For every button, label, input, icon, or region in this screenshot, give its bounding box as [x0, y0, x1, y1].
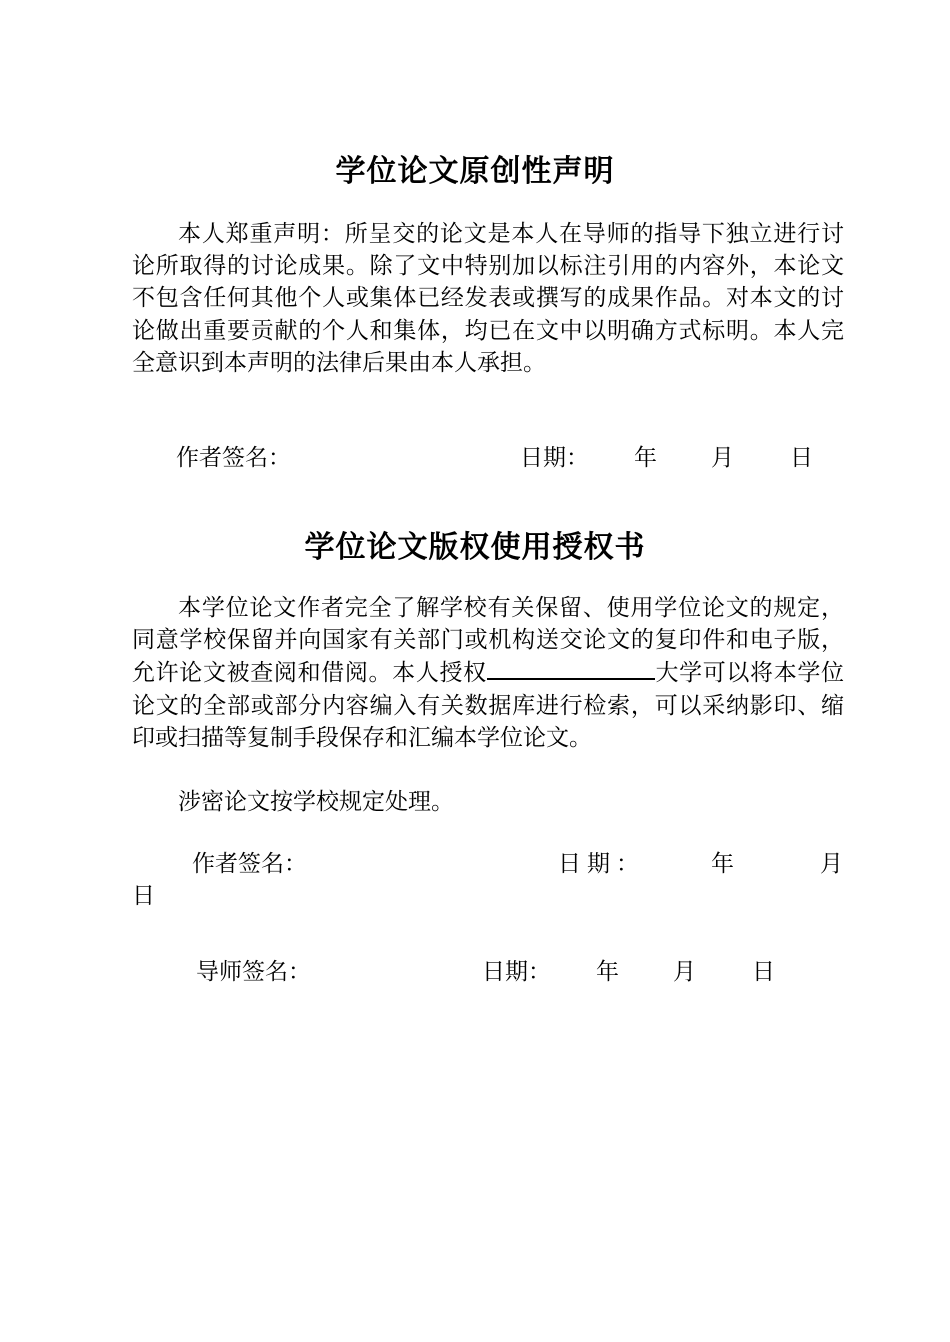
authorization-author-signature-label: 作者签名：	[192, 851, 307, 877]
authorization-title: 学位论文版权使用授权书	[304, 530, 646, 565]
originality-author-signature-label: 作者签名：	[176, 445, 291, 471]
originality-title: 学位论文原创性声明	[335, 154, 615, 189]
advisor-year-label: 年	[596, 959, 619, 985]
originality-day-label: 日	[790, 445, 813, 471]
originality-year-label: 年	[634, 445, 657, 471]
authorization-text-before-blank: 本学位论文作者完全了解学校有关保留、使用学位论文的规定，同意学校保留并向国家有关部门或机构送交论文的复印件和电子版，允许论文被查阅和借阅。本人授权	[132, 595, 844, 687]
authorization-text-after-blank: 大学可以将本学位论文的全部或部分内容编入有关数据库进行检索，可以采纳影印、缩印或扫描等复制手段保存和汇编本学位论文。	[132, 660, 845, 751]
authorization-author-day-label: 日	[132, 883, 155, 909]
originality-statement: 本人郑重声明：所呈交的论文是本人在导师的指导下独立进行讨论所取得的讨论成果。除了文中特别加以标注引用的内容外，本论文不包含任何其他个人或集体已经发表或撰写的成果作品。对本文的讨论做出重要贡献的个人和集体，均已在文中以明确方式标明。本人完全意识到本声明的法律后果由本人承担。	[132, 221, 844, 376]
advisor-signature-label: 导师签名：	[196, 959, 311, 985]
authorization-author-year-label: 年	[711, 851, 734, 877]
authorization-author-date-label: 日期：	[558, 851, 645, 877]
authorization-statement	[132, 592, 844, 754]
secret-thesis-note: 涉密论文按学校规定处理。	[178, 789, 454, 815]
originality-date-label: 日期：	[520, 445, 589, 471]
advisor-date-label: 日期：	[482, 959, 551, 985]
authorization-author-month-label: 月	[820, 851, 843, 877]
university-name-blank	[487, 656, 655, 680]
advisor-month-label: 月	[673, 959, 696, 985]
advisor-day-label: 日	[752, 959, 775, 985]
originality-month-label: 月	[711, 445, 734, 471]
